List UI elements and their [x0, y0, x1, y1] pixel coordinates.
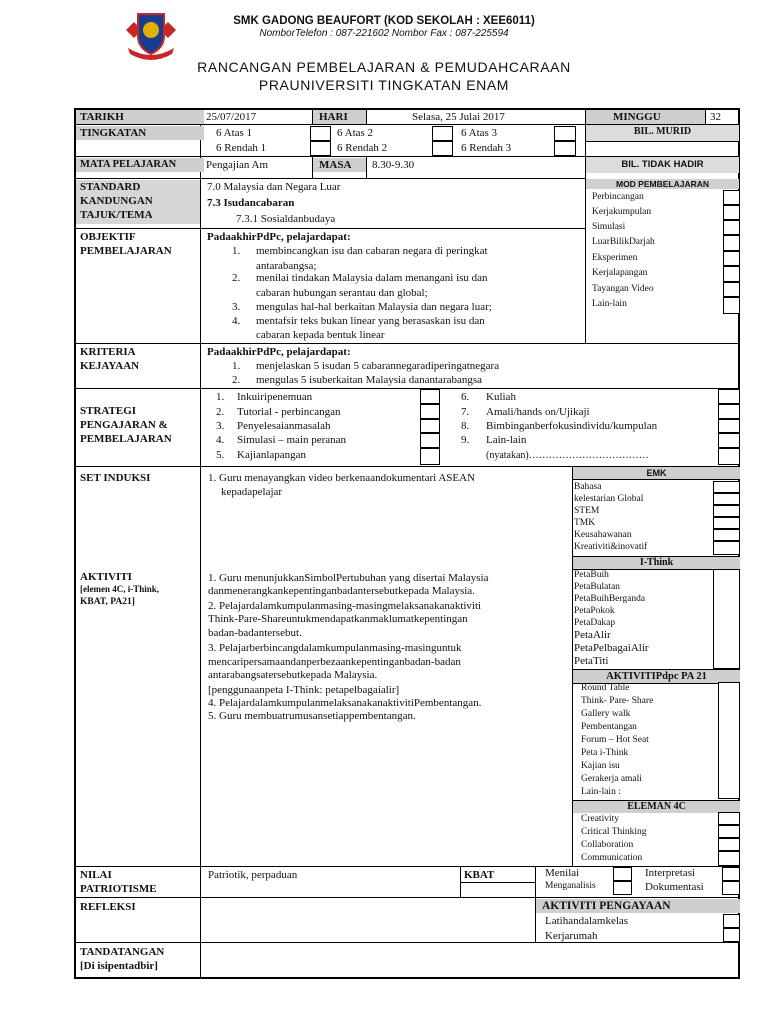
pa21-item: Think- Pare- Share — [581, 696, 654, 706]
masa-value: 8.30-9.30 — [372, 159, 415, 171]
mod-checkbox[interactable] — [723, 266, 740, 282]
standard-line: 7.3.1 Sosialdanbudaya — [236, 213, 336, 225]
pengayaan-checkbox[interactable] — [723, 928, 740, 942]
aktiviti-label-sub: KBAT, PA21] — [80, 597, 135, 607]
kbat-checkbox[interactable] — [722, 881, 740, 895]
kriteria-num: 2. — [232, 374, 241, 386]
strategi-checkbox[interactable] — [718, 433, 740, 448]
standard-label: KANDUNGAN — [80, 195, 153, 207]
strategi-nyatakan: (nyatakan)……………………………… — [486, 450, 649, 461]
hari-label: HARI — [313, 110, 366, 124]
objektif-num: 4. — [232, 315, 241, 327]
pa21-item: Pembentangan — [581, 722, 637, 732]
tandatangan-label: TANDATANGAN — [80, 946, 165, 958]
mod-item: Tayangan Video — [592, 284, 654, 294]
strategi-item: Kuliah — [486, 391, 516, 403]
mod-checkbox[interactable] — [723, 235, 740, 251]
ithink-title: I-Think — [573, 556, 740, 570]
pa21-item: Lain-lain : — [581, 787, 621, 797]
pengayaan-checkbox[interactable] — [723, 914, 740, 928]
emk-checkbox[interactable] — [713, 481, 740, 493]
eleman-checkbox[interactable] — [718, 812, 740, 825]
aktiviti-label: AKTIVITI — [80, 571, 132, 583]
mod-checkbox[interactable] — [723, 190, 740, 205]
pa21-item: Peta i-Think — [581, 748, 629, 758]
aktiviti-line: 4. PelajardalamkumpulanmelaksanakanaktivitiPembentangan. — [208, 697, 482, 709]
hari-value: Selasa, 25 Julai 2017 — [412, 111, 505, 123]
objektif-num: 2. — [232, 272, 241, 284]
emk-checkbox[interactable] — [713, 517, 740, 529]
nilai-label: PATRIOTISME — [80, 883, 157, 895]
ithink-item: PetaAlir — [574, 629, 611, 641]
aktiviti-line: mencaripersamaandanperbezaankepentinganbadan-badan — [208, 656, 461, 668]
eleman-item: Critical Thinking — [581, 827, 647, 837]
emk-item: Keusahawanan — [574, 530, 632, 540]
strategi-item: Lain-lain — [486, 434, 527, 446]
bil-murid-label: BIL. MURID — [586, 125, 739, 142]
pa21-item: Round Table — [581, 683, 630, 693]
objektif-text: membincangkan isu dan cabaran negara di peringkat — [256, 245, 488, 257]
aktiviti-line: [penggunaanpeta I-Think: petapelbagaialir] — [208, 684, 400, 696]
eleman-checkbox[interactable] — [718, 851, 740, 866]
kriteria-text: mengulas 5 isuberkaitan Malaysia danantarabangsa — [256, 374, 483, 386]
emk-title: EMK — [573, 467, 740, 480]
nilai-label: NILAI — [80, 869, 112, 881]
strategi-checkbox[interactable] — [718, 404, 740, 419]
emk-item: TMK — [574, 518, 596, 528]
objektif-text: mentafsir teks bukan linear yang berasaskan isu dan — [256, 315, 485, 327]
strategi-checkbox[interactable] — [420, 448, 440, 465]
tingkatan-checkbox[interactable] — [432, 126, 453, 141]
strategi-num: 4. — [216, 434, 225, 446]
emk-checkbox[interactable] — [713, 529, 740, 541]
strategi-num: 1. — [216, 391, 225, 403]
strategi-num: 5. — [216, 449, 225, 461]
ithink-item: PetaBulatan — [574, 582, 620, 592]
standard-line: 7.3 Isudancabaran — [207, 197, 295, 209]
tingkatan-option: 6 Atas 1 — [216, 127, 253, 139]
eleman-item: Collaboration — [581, 840, 634, 850]
tarikh-value: 25/07/2017 — [206, 111, 257, 123]
mod-checkbox[interactable] — [723, 297, 740, 314]
kbat-checkbox[interactable] — [613, 881, 632, 895]
mod-title: MOD PEMBELAJARAN — [586, 179, 739, 189]
tingkatan-option: 6 Atas 3 — [461, 127, 498, 139]
objektif-text: mengulas hal-hal berkaitan Malaysia dan negara luar; — [256, 301, 492, 313]
strategi-num: 7. — [461, 406, 470, 418]
strategi-checkbox[interactable] — [718, 389, 740, 404]
mod-item: Eksperimen — [592, 253, 638, 263]
school-contact: NomborTelefon : 087-221602 Nombor Fax : 087-225594 — [259, 28, 509, 39]
strategi-label: STRATEGI — [80, 405, 137, 417]
kriteria-text: menjelaskan 5 isudan 5 cabarannegaradiperingatnegara — [256, 360, 500, 372]
pa21-item: Gerakerja amali — [581, 774, 642, 784]
ithink-item: PetaTiti — [574, 655, 609, 667]
objektif-text: cabaran hubungan serantau dan global; — [256, 287, 428, 299]
mod-checkbox[interactable] — [723, 205, 740, 220]
pengayaan-item: Kerjarumah — [545, 930, 598, 942]
strategi-checkbox[interactable] — [420, 389, 440, 404]
objektif-text: antarabangsa; — [256, 260, 317, 272]
strategi-num: 6. — [461, 391, 470, 403]
pa21-item: Forum – Hot Seat — [581, 735, 649, 745]
kbat-item: Menganalisis — [545, 881, 596, 891]
pengayaan-item: Latihandalamkelas — [545, 915, 629, 927]
mod-checkbox[interactable] — [723, 251, 740, 266]
masa-label: MASA — [313, 158, 366, 172]
tingkatan-checkbox[interactable] — [554, 126, 576, 141]
eleman-checkbox[interactable] — [718, 838, 740, 851]
kriteria-intro: PadaakhirPdPc, pelajardapat: — [207, 346, 351, 358]
strategi-num: 8. — [461, 420, 470, 432]
minggu-value: 32 — [710, 111, 721, 123]
emk-checkbox[interactable] — [713, 505, 740, 517]
kbat-label: KBAT — [464, 869, 495, 881]
aktiviti-line: antarabangsatersebutkepada Malaysia. — [208, 669, 378, 681]
kbat-checkbox[interactable] — [613, 867, 632, 881]
strategi-num: 2. — [216, 406, 225, 418]
aktiviti-line: 5. Guru membuatrumusansetiappembentangan. — [208, 710, 416, 722]
aktiviti-line: 2. Pelajardalamkumpulanmasing-masingmelaksanakanaktiviti — [208, 600, 482, 612]
aktiviti-line: danmenerangkankepentinganbadantersebutkepada Malaysia. — [208, 585, 475, 597]
aktiviti-label-sub: [elemen 4C, i-Think, — [80, 584, 160, 594]
refleksi-label: REFLEKSI — [80, 901, 136, 913]
standard-line: 7.0 Malaysia dan Negara Luar — [207, 181, 341, 193]
emk-checkbox[interactable] — [713, 493, 740, 505]
kbat-item: Dokumentasi — [645, 881, 704, 893]
objektif-text: cabaran kepada bentuk linear — [256, 329, 385, 341]
emk-item: Kreativiti&inovatif — [574, 542, 648, 552]
strategi-label: PENGAJARAN & — [80, 419, 168, 431]
strategi-num: 3. — [216, 420, 225, 432]
strategi-checkbox[interactable] — [420, 419, 440, 433]
ithink-item: PetaBuihBerganda — [574, 594, 646, 604]
kbat-item: Interpretasi — [645, 867, 696, 879]
set-induksi-text: 1. Guru menayangkan video berkenaandokumentari ASEAN — [208, 472, 475, 484]
mod-item: Lain-lain — [592, 299, 627, 309]
kriteria-num: 1. — [232, 360, 241, 372]
ithink-item: PetaPokok — [574, 606, 615, 616]
ithink-item: PetaBuih — [574, 570, 609, 580]
strategi-item: Kajianlapangan — [237, 449, 307, 461]
tingkatan-checkbox[interactable] — [310, 141, 331, 156]
strategi-item: Bimbinganberfokusindividu/kumpulan — [486, 420, 658, 432]
tingkatan-label: TINGKATAN — [76, 126, 204, 140]
ithink-item: PetaPelbagaiAlir — [574, 642, 649, 654]
tingkatan-option: 6 Rendah 3 — [461, 142, 512, 154]
kriteria-label: KRITERIA — [80, 346, 136, 358]
form-title-line1: RANCANGAN PEMBELAJARAN & PEMUDAHCARAAN — [197, 59, 571, 75]
standard-label: STANDARD — [80, 181, 141, 193]
strategi-checkbox[interactable] — [420, 404, 440, 419]
kbat-item: Menilai — [545, 867, 580, 879]
aktiviti-line: 3. Pelajarberbincangdalamkumpulanmasing-masinguntuk — [208, 642, 462, 654]
emk-item: STEM — [574, 506, 600, 516]
school-name: SMK GADONG BEAUFORT (KOD SEKOLAH : XEE6011) — [233, 15, 535, 27]
form-title-line2: PRAUNIVERSITI TINGKATAN ENAM — [258, 77, 510, 93]
strategi-checkbox[interactable] — [718, 448, 740, 465]
objektif-num: 3. — [232, 301, 241, 313]
standard-label: TAJUK/TEMA — [80, 209, 153, 221]
pa21-title: AKTIVITIPdpc PA 21 — [573, 669, 740, 684]
kriteria-label: KEJAYAAN — [80, 360, 140, 372]
strategi-item: Tutorial - perbincangan — [237, 406, 341, 418]
objektif-num: 1. — [232, 245, 241, 257]
kbat-checkbox[interactable] — [722, 867, 740, 881]
strategi-item: Penyelesaianmasalah — [237, 420, 331, 432]
bil-tidak-hadir-label: BIL. TIDAK HADIR — [586, 157, 739, 173]
strategi-item: Amali/hands on/Ujikaji — [486, 406, 590, 418]
minggu-label: MINGGU — [586, 110, 705, 124]
strategi-checkbox[interactable] — [420, 433, 440, 448]
aktiviti-line: badan-badantersebut. — [208, 627, 302, 639]
aktiviti-line: 1. Guru menunjukkanSimbolPertubuhan yang disertai Malaysia — [208, 572, 489, 584]
pengayaan-title: AKTIVITI PENGAYAAN — [536, 899, 740, 913]
set-induksi-text: kepadapelajar — [221, 486, 283, 498]
tingkatan-checkbox[interactable] — [432, 141, 453, 156]
mod-checkbox[interactable] — [723, 220, 740, 235]
objektif-label: OBJEKTIF — [80, 231, 136, 243]
strategi-num: 9. — [461, 434, 470, 446]
emk-item: Bahasa — [574, 482, 602, 492]
pa21-checkbox-column[interactable] — [718, 682, 740, 799]
strategi-label: PEMBELAJARAN — [80, 433, 172, 445]
tingkatan-checkbox[interactable] — [310, 126, 331, 141]
tarikh-label: TARIKH — [76, 110, 204, 124]
set-induksi-label: SET INDUKSI — [80, 472, 151, 484]
strategi-item: Simulasi – main peranan — [237, 434, 347, 446]
eleman-item: Communication — [581, 853, 643, 863]
ithink-item: PetaDakap — [574, 618, 616, 628]
mod-item: Kerjakumpulan — [592, 207, 652, 217]
objektif-intro: PadaakhirPdPc, pelajardapat: — [207, 231, 351, 243]
tingkatan-option: 6 Rendah 1 — [216, 142, 267, 154]
strategi-checkbox[interactable] — [718, 419, 740, 433]
ithink-checkbox-column[interactable] — [713, 569, 740, 669]
tandatangan-label: [Di isipentadbir] — [80, 960, 158, 972]
eleman-checkbox[interactable] — [718, 825, 740, 838]
emk-checkbox[interactable] — [713, 541, 740, 555]
pa21-item: Kajian isu — [581, 761, 620, 771]
aktiviti-line: Think-Pare-Shareuntukmendapatkanmaklumatkepentingan — [208, 613, 468, 625]
nilai-value: Patriotik, perpaduan — [208, 869, 298, 881]
mata-pelajaran-label: MATA PELAJARAN — [76, 158, 204, 172]
tingkatan-option: 6 Atas 2 — [337, 127, 374, 139]
eleman-item: Creativity — [581, 814, 619, 824]
mata-pelajaran-value: Pengajian Am — [206, 159, 269, 171]
tingkatan-checkbox[interactable] — [554, 141, 576, 156]
mod-checkbox[interactable] — [723, 282, 740, 297]
eleman-title: ELEMAN 4C — [573, 800, 740, 813]
mod-item: Kerjalapangan — [592, 268, 648, 278]
mod-item: Perbincangan — [592, 192, 644, 202]
tingkatan-option: 6 Rendah 2 — [337, 142, 388, 154]
mod-item: LuarBilikDarjah — [592, 237, 655, 247]
emk-item: kelestarian Global — [574, 494, 644, 504]
objektif-label: PEMBELAJARAN — [80, 245, 172, 257]
objektif-text: menilai tindakan Malaysia dalam menangani isu dan — [256, 272, 488, 284]
strategi-item: Inkuiripenemuan — [237, 391, 313, 403]
pa21-item: Gallery walk — [581, 709, 631, 719]
mod-item: Simulasi — [592, 222, 626, 232]
